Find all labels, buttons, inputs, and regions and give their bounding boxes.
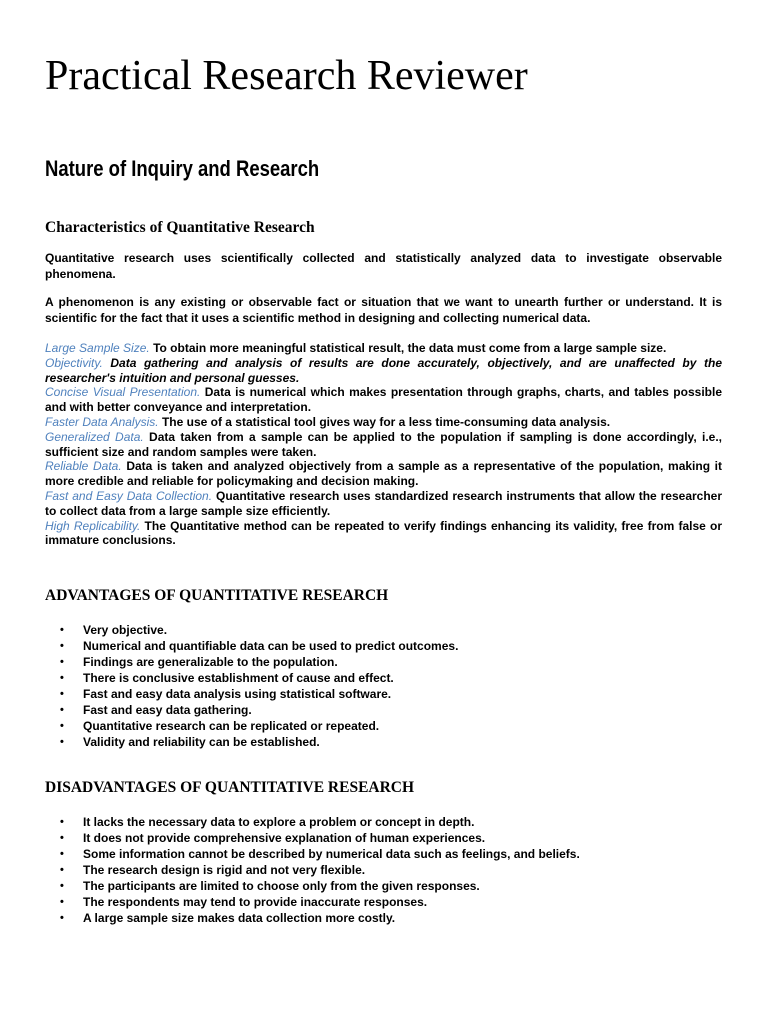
- disadvantages-heading: DISADVANTAGES OF QUANTITATIVE RESEARCH: [45, 779, 415, 796]
- feature-term: Concise Visual Presentation.: [45, 385, 201, 400]
- disadvantages-list: [45, 814, 722, 926]
- bullet-icon: •: [60, 832, 64, 844]
- bullet-icon: •: [60, 704, 64, 716]
- feature-term: Faster Data Analysis.: [45, 414, 159, 429]
- bullet-icon: •: [60, 640, 64, 652]
- bullet-icon: •: [60, 656, 64, 668]
- list-item: [45, 830, 722, 846]
- list-item: [45, 686, 722, 702]
- feature-text: To obtain more meaningful statistical result, the data must come from a large sample size.: [153, 341, 667, 355]
- feature-faster-data-analysis: [45, 415, 722, 430]
- list-item-text: Fast and easy data analysis using statistical software.: [83, 687, 392, 701]
- document-title: Practical Research Reviewer: [45, 53, 528, 99]
- list-item-text: Quantitative research can be replicated or repeated.: [83, 719, 380, 733]
- feature-text: Data taken from a sample can be applied to the population if sampling is done accordingly, i.e., sufficient size and random samples were taken.: [45, 429, 722, 459]
- list-item: [45, 894, 722, 910]
- list-item: [45, 718, 722, 734]
- feature-term: High Replicability.: [45, 518, 141, 533]
- feature-large-sample-size: [45, 341, 722, 356]
- bullet-icon: •: [60, 896, 64, 908]
- bullet-icon: •: [60, 816, 64, 828]
- bullet-icon: •: [60, 912, 64, 924]
- feature-generalized-data: [45, 430, 722, 460]
- list-item-text: The respondents may tend to provide inaccurate responses.: [83, 895, 428, 909]
- list-item: [45, 878, 722, 894]
- feature-text: The Quantitative method can be repeated to verify findings enhancing its validity, free from false or immature conclusions.: [45, 518, 722, 548]
- list-item-text: It lacks the necessary data to explore a problem or concept in depth.: [83, 815, 475, 829]
- list-item-text: Fast and easy data gathering.: [83, 703, 252, 717]
- list-item-text: Findings are generalizable to the population.: [83, 655, 338, 669]
- feature-term: Fast and Easy Data Collection.: [45, 488, 213, 503]
- list-item-text: Numerical and quantifiable data can be used to predict outcomes.: [83, 639, 459, 653]
- feature-text: Data is taken and analyzed objectively from a sample as a representative of the population, making it more credible and reliable for policymaking and decision making.: [45, 459, 723, 489]
- feature-concise-visual-presentation: [45, 385, 722, 415]
- list-item: [45, 814, 722, 830]
- list-item: [45, 846, 722, 862]
- list-item-text: The research design is rigid and not very flexible.: [83, 863, 366, 877]
- feature-text: Quantitative research uses standardized research instruments that allow the researcher to collect data from a large sample size efficiently.: [45, 488, 723, 518]
- feature-text: The use of a statistical tool gives way for a less time-consuming data analysis.: [161, 414, 611, 429]
- advantages-list: [45, 622, 722, 750]
- feature-term: Objectivity.: [45, 355, 103, 370]
- list-item: [45, 734, 722, 750]
- bullet-icon: •: [60, 880, 64, 892]
- characteristics-heading: Characteristics of Quantitative Research: [45, 219, 315, 236]
- bullet-icon: •: [60, 848, 64, 860]
- list-item: [45, 862, 722, 878]
- bullet-icon: •: [60, 736, 64, 748]
- list-item: [45, 702, 722, 718]
- list-item-text: It does not provide comprehensive explanation of human experiences.: [83, 831, 486, 845]
- bullet-icon: •: [60, 688, 64, 700]
- feature-text: Data gathering and analysis of results are done accurately, objectively, and are unaffected by the researcher's intuition and personal guesses.: [45, 355, 723, 385]
- feature-term: Generalized Data.: [45, 429, 144, 444]
- feature-term: Reliable Data.: [45, 459, 122, 474]
- feature-term: Large Sample Size.: [45, 341, 150, 355]
- list-item: [45, 910, 722, 926]
- bullet-icon: •: [60, 624, 64, 636]
- list-item-text: The participants are limited to choose only from the given responses.: [83, 879, 480, 893]
- feature-reliable-data: [45, 459, 722, 489]
- list-item: [45, 638, 722, 654]
- list-item-text: Validity and reliability can be established.: [83, 735, 320, 749]
- list-item: [45, 622, 722, 638]
- advantages-heading: ADVANTAGES OF QUANTITATIVE RESEARCH: [45, 587, 389, 604]
- list-item: [45, 654, 722, 670]
- list-item-text: A large sample size makes data collection more costly.: [83, 911, 396, 925]
- feature-fast-easy-data-collection: [45, 489, 722, 519]
- feature-high-replicability: [45, 519, 722, 549]
- phenomenon-paragraph: A phenomenon is any existing or observable fact or situation that we want to unearth further or understand. It is scientific for the fact that it uses a scientific method in designing and collecting numerical data.: [45, 295, 722, 325]
- list-item-text: Very objective.: [83, 623, 168, 637]
- bullet-icon: •: [60, 864, 64, 876]
- section-title: Nature of Inquiry and Research: [45, 156, 320, 181]
- bullet-icon: •: [60, 720, 64, 732]
- feature-objectivity: [45, 356, 722, 386]
- list-item-text: There is conclusive establishment of cause and effect.: [83, 671, 394, 685]
- list-item: [45, 670, 722, 686]
- bullet-icon: •: [60, 672, 64, 684]
- characteristics-list: [45, 341, 722, 548]
- feature-text: Data is numerical which makes presentation through graphs, charts, and tables possible and with better conveyance and interpretation.: [45, 385, 722, 415]
- intro-paragraph: Quantitative research uses scientifically collected and statistically analyzed data to investigate observable phenomena.: [45, 251, 722, 281]
- list-item-text: Some information cannot be described by numerical data such as feelings, and beliefs.: [83, 847, 580, 861]
